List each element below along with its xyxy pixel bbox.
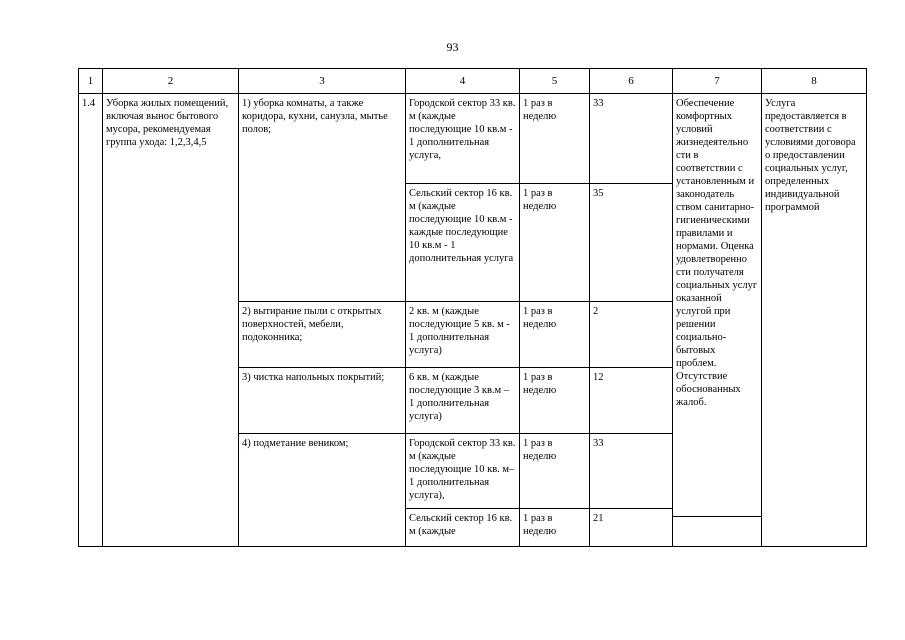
row-number: 1.4 [79, 94, 103, 547]
norm-cell: Городской сектор 33 кв. м (каждые последующие 10 кв. м– 1 дополнительная услуга), [406, 434, 520, 509]
service-name: Уборка жилых помещений, включая вынос бытового мусора, рекомендуемая группа ухода: 1,2,3,4,5 [103, 94, 239, 547]
norm-cell: 6 кв. м (каждые последующие 3 кв.м – 1 дополнительная услуга) [406, 368, 520, 434]
service-conditions: Услуга предоставляется в соответствии с условиями договора о предоставлении социальных услуг, определенных индивидуальной программой [762, 94, 867, 547]
column-header-1: 1 [79, 69, 103, 94]
column-header-8: 8 [762, 69, 867, 94]
column-header-5: 5 [520, 69, 590, 94]
subservice-1-label: 1) уборка комнаты, а также коридора, кухни, санузла, мытье полов; [239, 94, 406, 302]
page-number: 93 [446, 40, 459, 54]
empty-cell [673, 517, 762, 547]
table-row [79, 94, 867, 184]
volume-cell: 33 [590, 94, 673, 184]
column-header-4: 4 [406, 69, 520, 94]
subservice-3-label: 3) чистка напольных покрытий; [239, 368, 406, 434]
column-header-6: 6 [590, 69, 673, 94]
norm-cell: Сельский сектор 16 кв. м (каждые последующие 10 кв.м - каждые последующие 10 кв.м - 1 дополнительная услуга [406, 184, 520, 302]
column-header-3: 3 [239, 69, 406, 94]
frequency-cell: 1 раз в неделю [520, 302, 590, 368]
norm-cell: Городской сектор 33 кв. м (каждые последующие 10 кв.м - 1 дополнительная услуга, [406, 94, 520, 184]
services-table [78, 68, 867, 547]
header-row [79, 69, 867, 94]
quality-indicators: Обеспечение комфортных условий жизнедеятельно сти в соответствии с установленным и законодатель ством санитарно-гигиеническими правилами и нормами. Оценка удовлетворенно сти получателя социальных услуг оказанной услугой при решении социально-бытовых проблем. Отсутствие обоснованных жалоб. [673, 94, 762, 517]
frequency-cell: 1 раз в неделю [520, 368, 590, 434]
subservice-2-label: 2) вытирание пыли с открытых поверхностей, мебели, подоконника; [239, 302, 406, 368]
volume-cell: 33 [590, 434, 673, 509]
frequency-cell: 1 раз в неделю [520, 94, 590, 184]
frequency-cell: 1 раз в неделю [520, 434, 590, 509]
norm-text: Сельский сектор 16 кв. м (каждые [409, 513, 513, 537]
column-header-7: 7 [673, 69, 762, 94]
volume-cell: 12 [590, 368, 673, 434]
frequency-cell: 1 раз в неделю [520, 509, 590, 547]
volume-cell: 2 [590, 302, 673, 368]
norm-cell [406, 509, 520, 547]
norm-cell: 2 кв. м (каждые последующие 5 кв. м - 1 дополнительная услуга) [406, 302, 520, 368]
volume-cell: 35 [590, 184, 673, 302]
volume-cell: 21 [590, 509, 673, 547]
column-header-2: 2 [103, 69, 239, 94]
frequency-cell: 1 раз в неделю [520, 184, 590, 302]
subservice-4-label: 4) подметание веником; [239, 434, 406, 547]
